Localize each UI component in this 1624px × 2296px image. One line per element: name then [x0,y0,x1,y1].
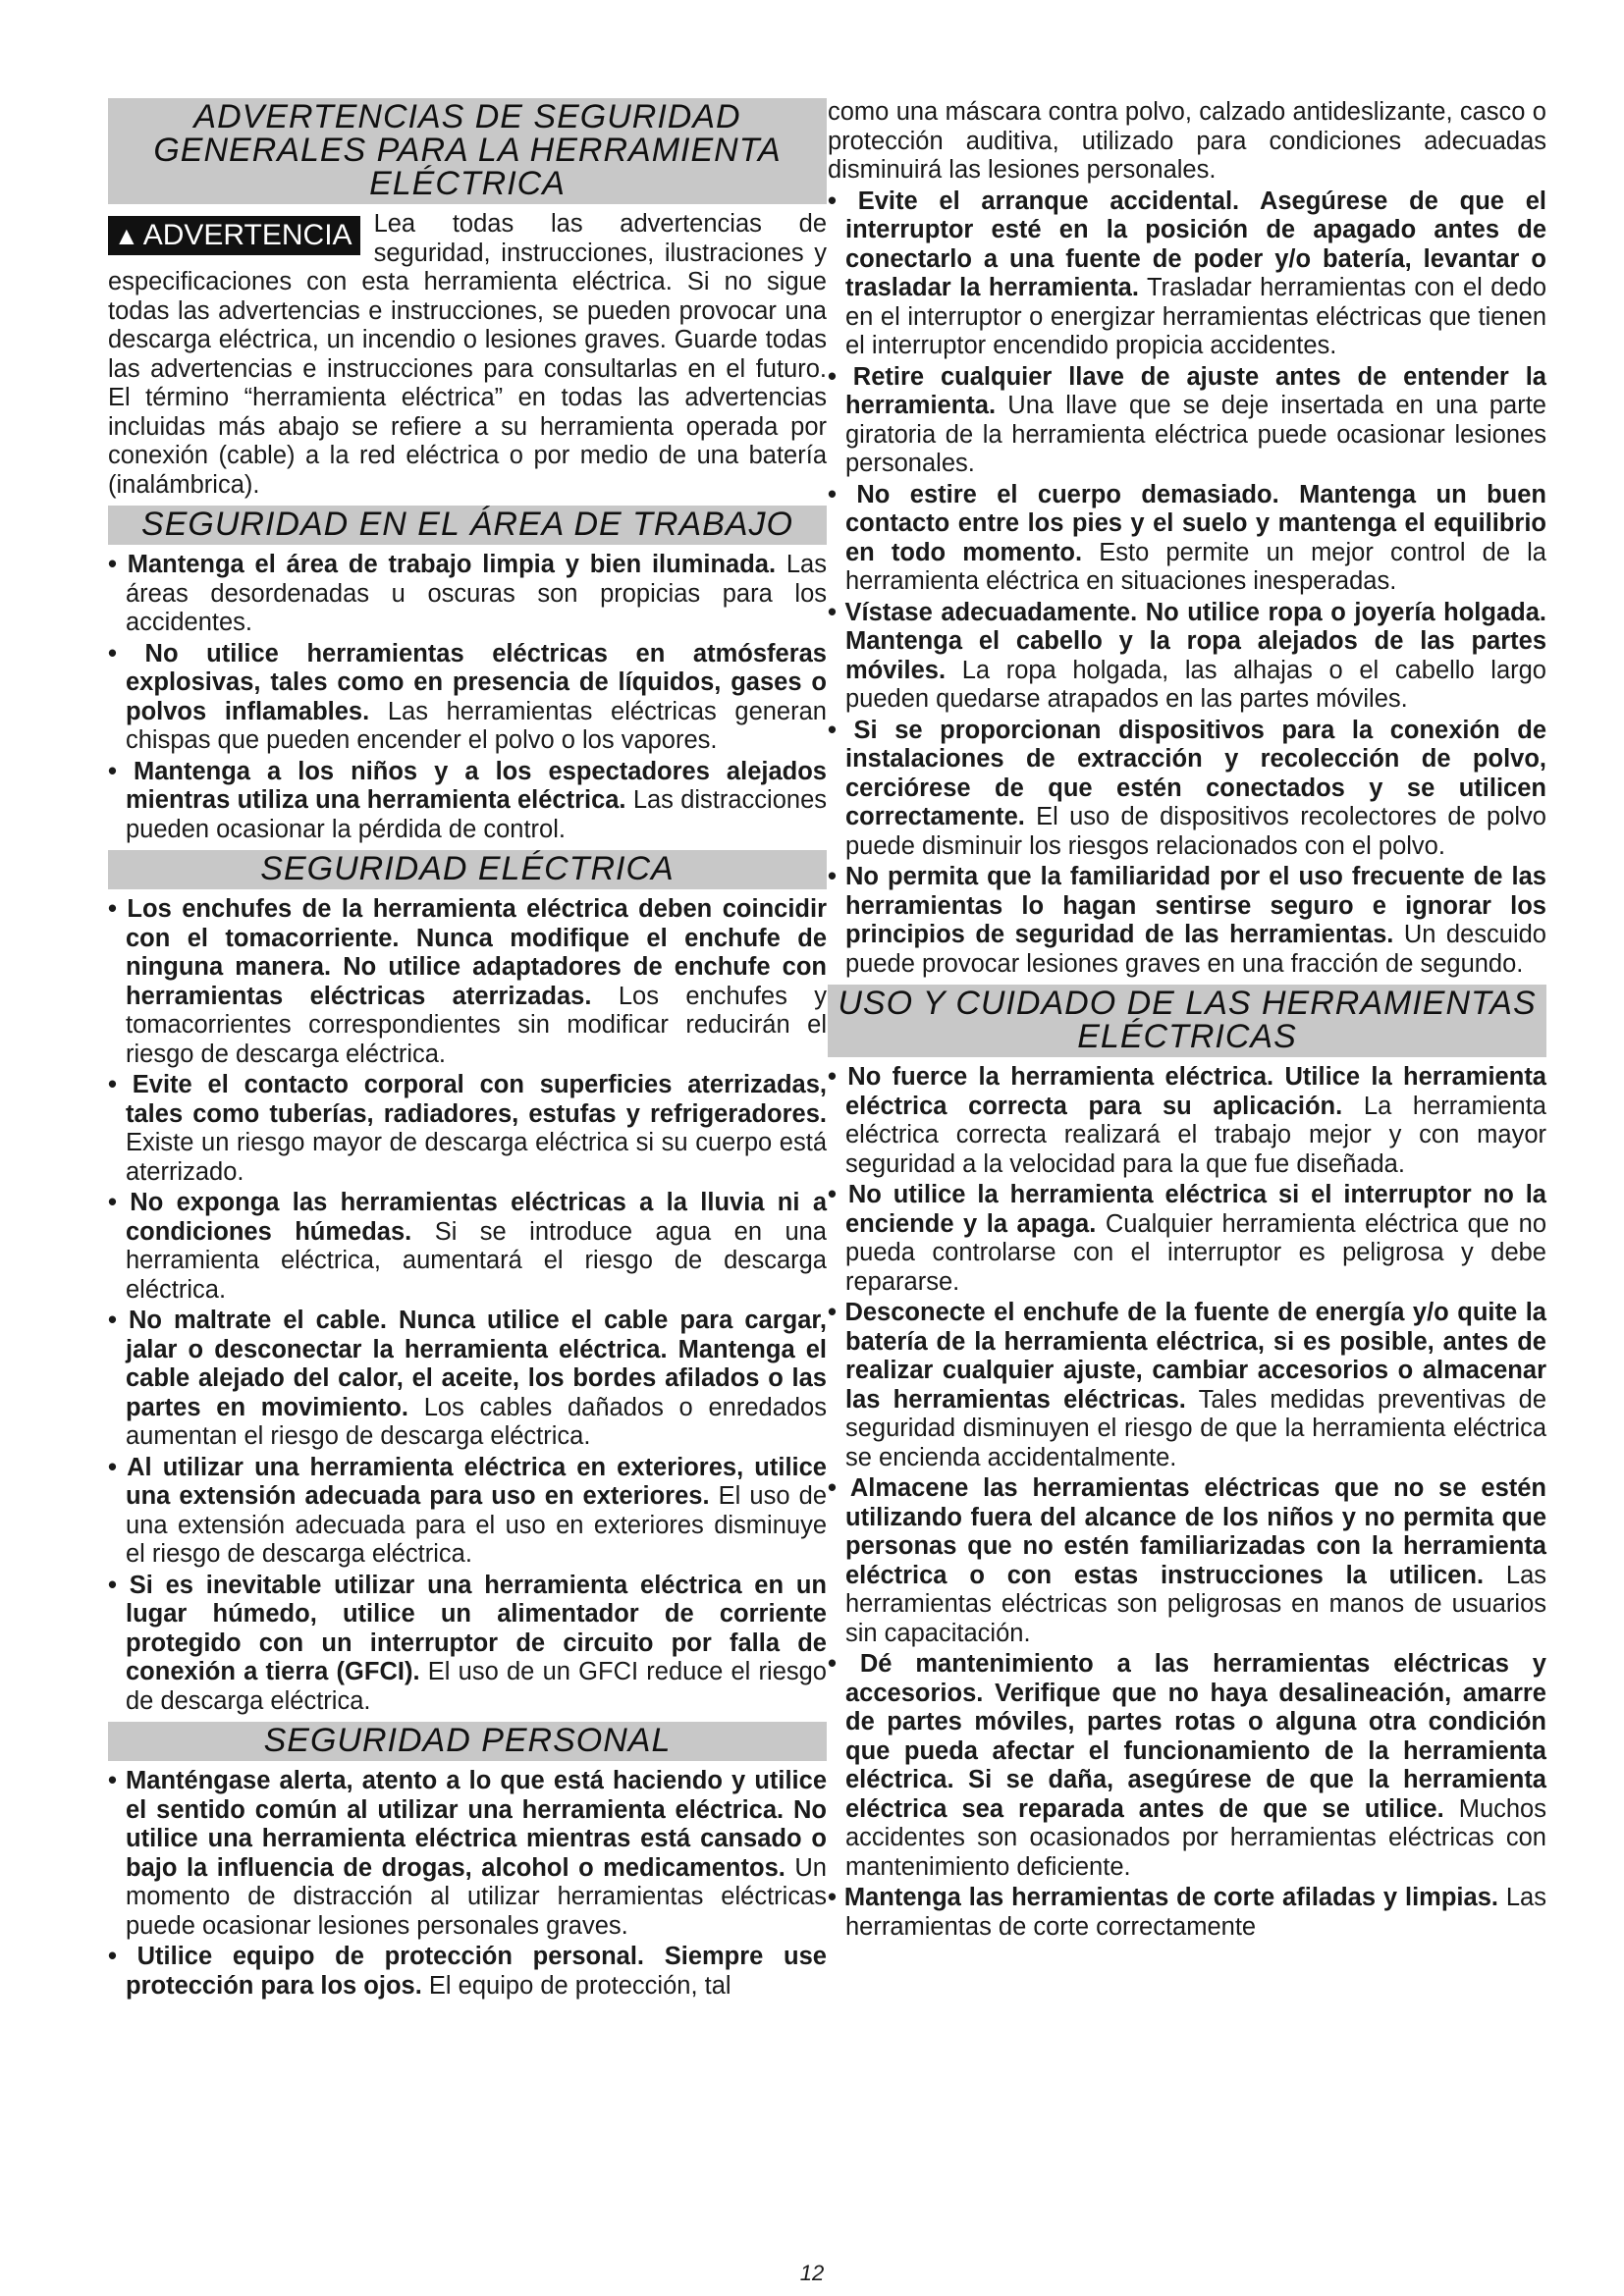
heading-use-and-care: USO Y CUIDADO DE LAS HERRAMIENTAS ELÉCTRICAS [828,985,1546,1057]
warning-triangle-icon: ▲ [114,221,139,250]
list-item [108,1189,827,1305]
list-item [108,551,827,638]
bullet-bold: • Dé mantenimiento a las herramientas eléctricas y accesorios. Verifique que no haya desalineación, amarre de partes móviles, partes rotas o alguna otra condición que pueda afectar el funcionamiento de la herramienta eléctrica. Si se daña, asegúrese de que la herramienta eléctrica sea reparada antes de que se utilice. [828,1650,1546,1823]
bullet-bold: • Vístase adecuadamente. No utilice ropa o joyería holgada. Mantenga el cabello y la ropa alejados de las partes móviles. [828,598,1546,684]
bullet-bold: • Retire cualquier llave de ajuste antes de entender la herramienta. [828,362,1546,419]
bullet-bold: • No estire el cuerpo demasiado. Mantenga un buen contacto entre los pies y el suelo y mantenga el equilibrio en todo momento. [828,480,1546,566]
bullet-bold: • Mantenga a los niños y a los espectadores alejados mientras utiliza una herramienta eléctrica. [108,757,827,814]
bullet-bold: • Utilice equipo de protección personal. Siempre use protección para los ojos. [108,1943,827,2000]
bullet-bold: • Si se proporcionan dispositivos para la conexión de instalaciones de extracción y recolección de polvo, cerciórese de que estén conectados y se utilicen correctamente. [828,716,1546,830]
list-item [828,599,1546,715]
bullet-bold: • Manténgase alerta, atento a lo que está haciendo y utilice el sentido común al utilizar una herramienta eléctrica. No utilice una herramienta eléctrica mientras está cansado o bajo la influencia de drogas, alcohol o medicamentos. [108,1767,827,1882]
bullet-bold: • Si es inevitable utilizar una herramienta eléctrica en un lugar húmedo, utilice un alimentador de corriente protegido con un interruptor de circuito por falla de conexión a tierra (GFCI). [108,1571,827,1685]
bullet-text: Un descuido puede provocar lesiones graves en una fracción de segundo. [845,921,1546,978]
bullet-text: El uso de un GFCI reduce el riesgo de descarga eléctrica. [126,1658,827,1715]
bullet-bold: • No utilice la herramienta eléctrica si el interruptor no la enciende y la apaga. [828,1181,1546,1238]
list-item [828,1181,1546,1297]
list-item [828,1063,1546,1179]
list-item [828,1650,1546,1882]
bullet-text: Las herramientas de corte correctamente [845,1884,1546,1941]
page-number: 12 [799,2261,825,2285]
bullet-text: El equipo de protección, tal [428,1971,731,2000]
bullet-text: Una llave que se deje insertada en una parte giratoria de la herramienta eléctrica puede ocasionar lesiones personales. [845,392,1546,477]
bullet-text: Las distracciones pueden ocasionar la pérdida de control. [126,786,828,843]
bullet-text: La ropa holgada, las alhajas o el cabello largo pueden quedarse atrapados en las partes móviles. [845,656,1546,713]
bullet-text: El uso de una extensión adecuada para el uso en exteriores disminuye el riesgo de descarga eléctrica. [126,1482,828,1568]
continued-text: como una máscara contra polvo, calzado antideslizante, casco o protección auditiva, utilizado para condiciones adecuadas disminuirá las lesiones personales. [828,98,1546,184]
heading-general-safety: ADVERTENCIAS DE SEGURIDAD GENERALES PARA LA HERRAMIENTA ELÉCTRICA [108,98,827,204]
list-item [108,1454,827,1570]
bullet-bold: • Mantenga las herramientas de corte afiladas y limpias. [828,1884,1498,1911]
bullet-text: Las herramientas eléctricas generan chispas que pueden encender el polvo o los vapores. [126,697,827,754]
bullet-bold: • Mantenga el área de trabajo limpia y bien iluminada. [108,551,777,578]
bullet-text: Esto permite un mejor control de la herramienta eléctrica en situaciones inesperadas. [845,538,1546,595]
heading-electrical-safety: SEGURIDAD ELÉCTRICA [108,850,827,889]
list-item [108,1307,827,1452]
bullet-text: La herramienta eléctrica correcta realizará el trabajo mejor y con mayor seguridad a la velocidad para la que fue diseñada. [845,1092,1546,1178]
bullet-text: Trasladar herramientas con el dedo en el interruptor o energizar herramientas eléctricas que tienen el interruptor encendido propicia accidentes. [845,274,1546,359]
heading-personal-safety: SEGURIDAD PERSONAL [108,1722,827,1761]
bullet-text: Los cables dañados o enredados aumentan el riesgo de descarga eléctrica. [126,1393,827,1450]
list-item [108,1572,827,1717]
bullet-text: Cualquier herramienta eléctrica que no pueda controlarse con el interruptor es peligrosa y debe repararse. [845,1209,1547,1296]
list-item [108,895,827,1069]
bullet-bold: • No permita que la familiaridad por el uso frecuente de las herramientas lo hagan sentirse seguro e ignorar los principios de seguridad de las herramientas. [828,863,1546,948]
bullet-text: Los enchufes y tomacorrientes correspondientes sin modificar reducirán el riesgo de descarga eléctrica. [126,982,828,1068]
bullet-text: El uso de dispositivos recolectores de polvo puede disminuir los riesgos relacionados con el polvo. [845,803,1546,860]
bullet-bold: • Evite el contacto corporal con superficies aterrizadas, tales como tuberías, radiadores, estufas y refrigeradores. [108,1071,827,1128]
bullet-bold: • Al utilizar una herramienta eléctrica en exteriores, utilice una extensión adecuada para uso en exteriores. [108,1453,827,1510]
bullet-text: Un momento de distracción al utilizar herramientas eléctricas puede ocasionar lesiones personales graves. [126,1853,827,1940]
bullet-text: Muchos accidentes son ocasionados por herramientas eléctricas con mantenimiento deficiente. [845,1794,1546,1881]
list-item [108,758,827,845]
list-item [108,1767,827,1941]
list-item [828,717,1546,862]
bullet-text: Existe un riesgo mayor de descarga eléctrica si su cuerpo está aterrizado. [126,1129,827,1186]
right-column [828,98,1546,1944]
bullet-bold: • Almacene las herramientas eléctricas que no se estén utilizando fuera del alcance de los niños y no permita que personas que no estén familiarizadas con la herramienta eléctrica o con estas instrucciones la utilicen. [828,1474,1546,1589]
list-item [108,640,827,756]
bullet-text: Tales medidas preventivas de seguridad disminuyen el riesgo de que la herramienta eléctrica se encienda accidentalmente. [845,1385,1547,1471]
bullet-bold: • No exponga las herramientas eléctricas a la lluvia ni a condiciones húmedas. [108,1189,827,1246]
bullet-bold: • Evite el arranque accidental. Asegúrese de que el interruptor esté en la posición de apagado antes de conectarlo a una fuente de poder y/o batería, levantar o trasladar la herramienta. [828,187,1546,301]
list-item [108,1943,827,2001]
bullet-text: Las herramientas eléctricas son peligrosas en manos de usuarios sin capacitación. [845,1561,1547,1647]
bullet-bold: • No maltrate el cable. Nunca utilice el cable para cargar, jalar o desconectar la herramienta eléctrica. Mantenga el cable alejado del calor, el aceite, los bordes afilados o las partes en movimiento. [108,1307,827,1421]
list-item [108,1071,827,1187]
warning-badge [108,216,360,255]
bullet-bold: • Desconecte el enchufe de la fuente de energía y/o quite la batería de la herramienta eléctrica, si es posible, antes de realizar cualquier ajuste, cambiar accesorios o almacenar las herramientas eléctricas. [828,1299,1546,1414]
bullet-bold: • No utilice herramientas eléctricas en atmósferas explosivas, tales como en presencia de líquidos, gases o polvos inflamables. [108,639,827,725]
list-item [828,481,1546,597]
list-item [828,1884,1546,1942]
intro-text: Lea todas las advertencias de seguridad, instrucciones, ilustraciones y especificaciones con esta herramienta eléctrica. Si no sigue todas las advertencias e instrucciones, se pueden provocar una descarga eléctrica, un incendio o lesiones graves. Guarde todas las advertencias e instrucciones para consultarlas en el futuro. El término “herramienta eléctrica” en todas las advertencias incluidas más abajo se refiere a su herramienta operada por conexión (cable) a la red eléctrica o por medio de una batería (inalámbrica). [108,210,827,499]
list-item [828,1299,1546,1472]
list-item [828,863,1546,979]
list-item [828,187,1546,361]
bullet-bold: • Los enchufes de la herramienta eléctrica deben coincidir con el tomacorriente. Nunca modifique el enchufe de ninguna manera. No utilice adaptadores de enchufe con herramientas eléctricas aterrizadas. [108,895,827,1010]
bullet-bold: • No fuerce la herramienta eléctrica. Utilice la herramienta eléctrica correcta para su aplicación. [828,1063,1546,1120]
heading-work-area: SEGURIDAD EN EL ÁREA DE TRABAJO [108,506,827,545]
warning-badge-label: ADVERTENCIA [142,219,352,251]
left-column [108,98,827,2002]
list-item [828,363,1546,479]
intro-paragraph [108,210,827,500]
list-item [828,1474,1546,1648]
bullet-text: Si se introduce agua en una herramienta eléctrica, aumentará el riesgo de descarga eléctrica. [126,1217,827,1304]
bullet-text: Las áreas desordenadas u oscuras son propicias para los accidentes. [126,551,827,636]
